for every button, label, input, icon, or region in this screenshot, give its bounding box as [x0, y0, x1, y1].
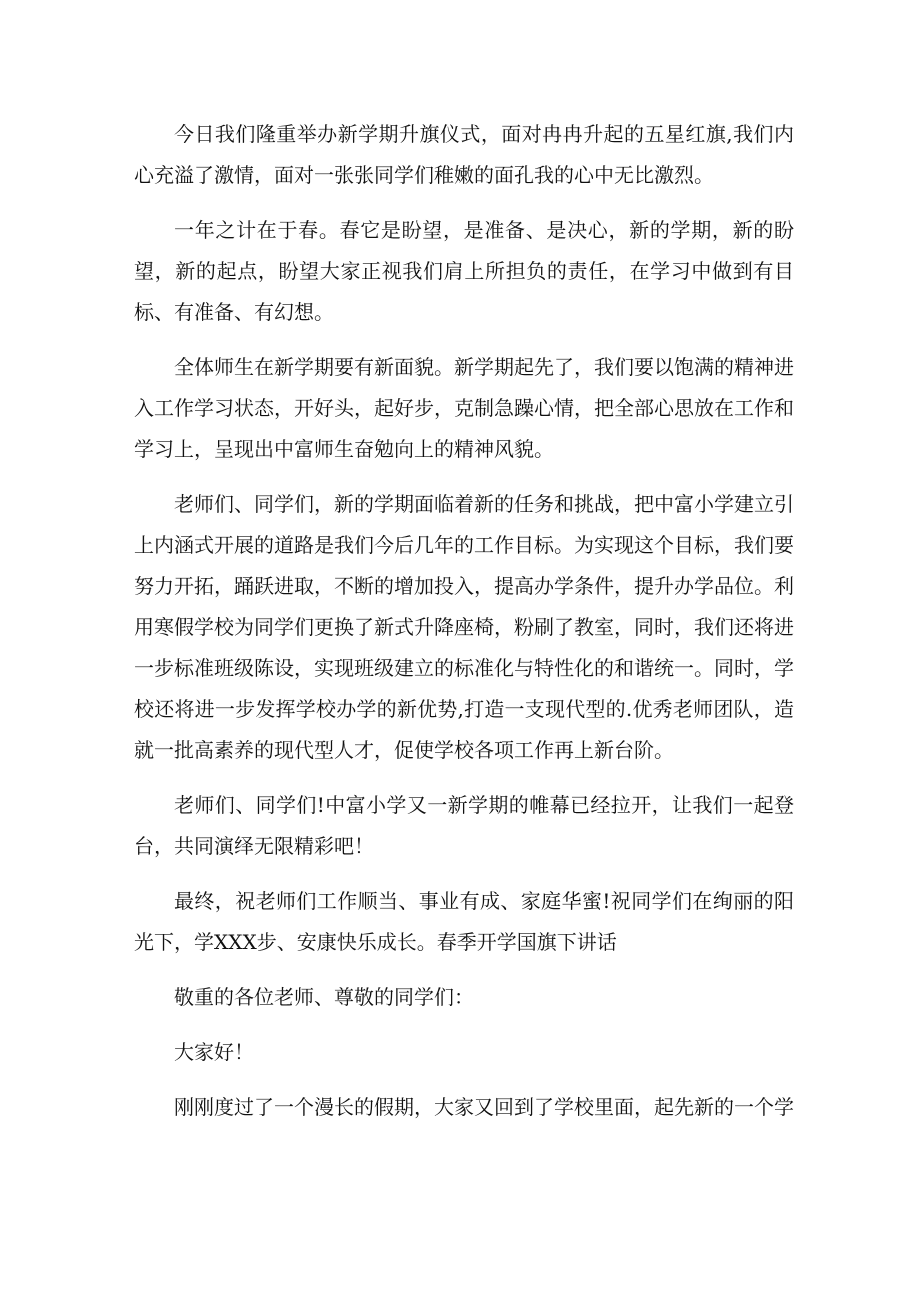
document-body — [134, 114, 794, 1142]
paragraph-3: 全体师生在新学期要有新面貌。新学期起先了，我们要以饱满的精神进入工作学习状态，开好头，起好步，克制急躁心情，把全部心思放在工作和学习上，呈现出中富师生奋勉向上的精神风貌。 — [134, 355, 794, 461]
paragraph-1: 今日我们隆重举办新学期升旗仪式，面对冉冉升起的五星红旗,我们内心充溢了激情，面对一张张同学们稚嫩的面孔我的心中无比激烈。 — [134, 122, 794, 187]
paragraph-6: 最终，祝老师们工作顺当、事业有成、家庭华蜜!祝同学们在绚丽的阳光下，学XXX步、安康快乐成长。春季开学国旗下讲话 — [134, 889, 794, 954]
paragraph-9: 刚刚度过了一个漫长的假期，大家又回到了学校里面，起先新的一个学 — [174, 1095, 794, 1119]
salutation: 敬重的各位老师、尊敬的同学们： — [174, 985, 474, 1009]
paragraph-2: 一年之计在于春。春它是盼望，是准备、是决心，新的学期，新的盼望，新的起点，盼望大家正视我们肩上所担负的责任，在学习中做到有目标、有准备、有幻想。 — [134, 218, 794, 324]
paragraph-5: 老师们、同学们!中富小学又一新学期的帷幕已经拉开，让我们一起登台，共同演绎无限精彩吧！ — [134, 793, 794, 858]
greeting: 大家好！ — [174, 1040, 254, 1064]
paragraph-4: 老师们、同学们，新的学期面临着新的任务和挑战，把中富小学建立引上内涵式开展的道路是我们今后几年的工作目标。为实现这个目标，我们要努力开拓，踊跃进取，不断的增加投入，提高办学条件，提升办学品位。利用寒假学校为同学们更换了新式升降座椅，粉刷了教室，同时，我们还将进一步标准班级陈设，实现班级建立的标准化与特性化的和谐统一。同时，学校还将进一步发挥学校办学的新优势,打造一支现代型的.优秀老师团队，造就一批高素养的现代型人才，促使学校各项工作再上新台阶。 — [134, 492, 794, 762]
